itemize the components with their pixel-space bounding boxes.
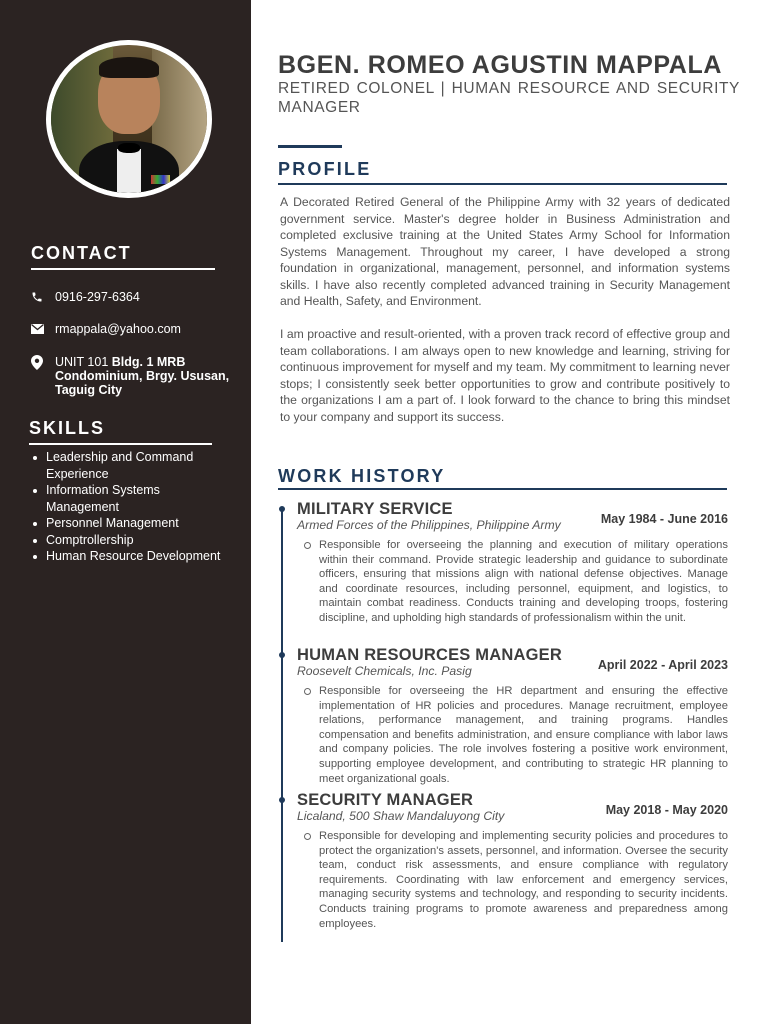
work-history-heading: WORK HISTORY	[278, 466, 446, 486]
timeline-dot	[279, 652, 285, 658]
contact-email	[30, 322, 181, 336]
job-dates: May 1984 - June 2016	[600, 512, 728, 526]
list-item: Leadership and Command Experience	[30, 449, 230, 482]
timeline-line	[281, 508, 283, 942]
profile-divider	[278, 183, 727, 185]
job-dates: May 2018 - May 2020	[605, 803, 728, 817]
location-pin-icon	[30, 355, 44, 369]
address: UNIT 101 Bldg. 1 MRB Condominium, Brgy. Ususan, Taguig City	[55, 355, 230, 397]
job-organization: Licaland, 500 Shaw Mandaluyong City	[297, 809, 505, 823]
header-accent-bar	[278, 145, 342, 148]
timeline-dot	[279, 506, 285, 512]
skills-list	[30, 449, 230, 565]
contact-divider	[31, 268, 215, 270]
job-description: Responsible for developing and implementing security policies and procedures to protect the organization's assets, personnel, and information. Oversee the security team, conduct risk assessments, and ensure compliance with regulatory requirements. Coordinating with law enforcement and emergency services, managing security systems and technology, and responding to security incidents. Conducts training programs to promote awareness and preparedness among employees.	[297, 829, 728, 931]
contact-heading: CONTACT	[31, 243, 132, 263]
email-icon	[30, 322, 44, 336]
job-entry	[297, 646, 728, 786]
skills-divider	[29, 443, 212, 445]
profile-photo	[51, 45, 207, 193]
job-organization: Armed Forces of the Philippines, Philippine Army	[297, 518, 561, 532]
skills-heading: SKILLS	[29, 418, 106, 438]
sidebar	[0, 0, 251, 1024]
contact-phone	[30, 290, 140, 304]
job-organization: Roosevelt Chemicals, Inc. Pasig	[297, 664, 472, 678]
timeline-dot	[279, 797, 285, 803]
job-title: MILITARY SERVICE	[297, 500, 453, 518]
profile-paragraph: A Decorated Retired General of the Philippine Army with 32 years of dedicated government service. Master's degree holder in Business Administration and completed exclusive training at the United States Army School for Information Systems Management. Throughout my career, I have developed a strong foundation in organizational, management, personnel, and information systems skills. I have also recently completed advanced training in Security Management and Health, Safety, and Environment.	[280, 195, 730, 308]
phone-number[interactable]: 0916-297-6364	[55, 290, 140, 304]
candidate-subtitle: RETIRED COLONEL | HUMAN RESOURCE AND SECURITY MANAGER	[278, 80, 740, 116]
profile-text	[280, 194, 730, 425]
candidate-name: BGEN. ROMEO AGUSTIN MAPPALA	[278, 51, 722, 79]
phone-icon	[30, 290, 44, 304]
list-item: Information Systems Management	[30, 482, 230, 515]
list-item: Human Resource Development	[30, 548, 230, 565]
list-item: Comptrollership	[30, 532, 230, 549]
job-entry	[297, 791, 728, 931]
job-title: SECURITY MANAGER	[297, 791, 474, 809]
job-description: Responsible for overseeing the HR department and ensuring the effective implementation of HR policies and procedures. Manage recruitment, employee relations, performance management, and training programs. Handles compensation and benefits administration, and ensure compliance with labor laws and company policies. The role involves fostering a positive work environment, supporting employee development, and contributing to strategic HR planning to meet organizational goals.	[297, 684, 728, 786]
profile-paragraph: I am proactive and result-oriented, with a proven track record of effective group and team collaborations. I am always open to new knowledge and learning, striving for continuous improvement for myself and my team. My commitment to learning never stops; I consistently seek better opportunities to grow and contribute positively to the organizations I am a part of. I look forward to the chance to bring this mindset to your company and support its success.	[280, 327, 730, 424]
job-description: Responsible for overseeing the planning and execution of military operations within their command. Provide strategic leadership and guidance to subordinate officers, ensuring that missions align with national defense objectives. Manage and coordinate resources, including personnel, equipment, and logistics, to maintain combat readiness. Conducts training and developing troops, fostering discipline, and upholding high standards of professionalism within the unit.	[297, 538, 728, 626]
list-item: Personnel Management	[30, 515, 230, 532]
email-address[interactable]: rmappala@yahoo.com	[55, 322, 181, 336]
profile-photo-frame	[46, 40, 212, 198]
job-dates: April 2022 - April 2023	[597, 658, 728, 672]
contact-address	[30, 355, 229, 397]
main-content	[251, 0, 768, 1024]
work-history-divider	[278, 488, 727, 490]
job-title: HUMAN RESOURCES MANAGER	[297, 646, 562, 664]
profile-heading: PROFILE	[278, 159, 372, 179]
job-entry	[297, 500, 728, 626]
